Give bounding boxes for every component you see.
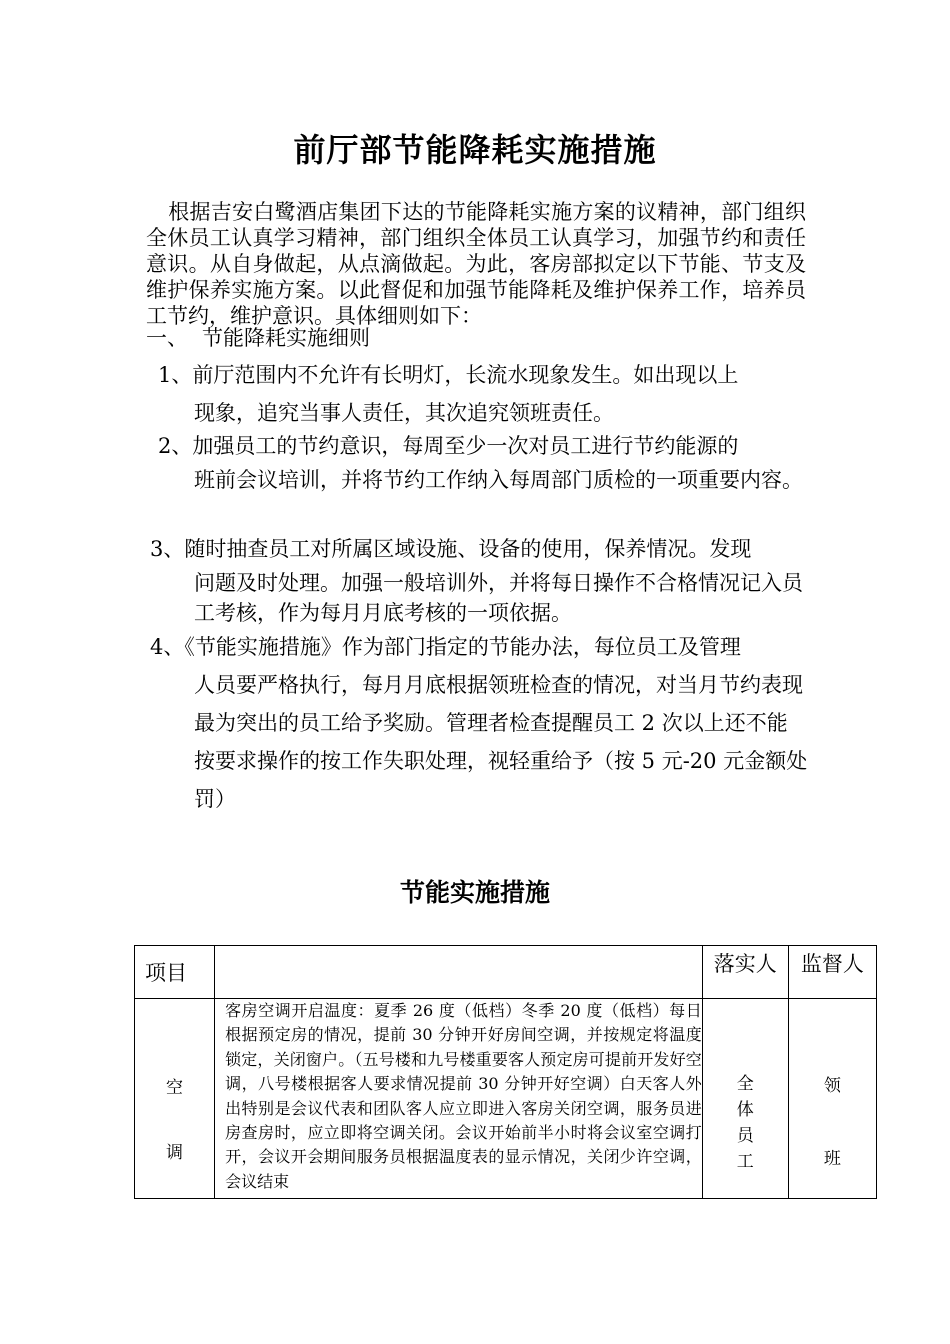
row-executor <box>702 999 788 1199</box>
executor-char: 体 <box>736 1100 754 1120</box>
intro-text: 根据吉安白鹭酒店集团下达的节能降耗实施方案的议精神，部门组织全休员工认真学习精神，部门组织全体员工认真学习，加强节约和责任意识。从自身做起，从点滴做起。为此，客房部拟定以下节能、节支及维护保养实施方案。以此督促和加强节能降耗及维护保养工作，培养员工节约，维护意识。具体细则如下： <box>146 200 806 328</box>
list-item-first-line: 3、随时抽查员工对所属区域设施、设备的使用，保养情况。发现 <box>150 537 752 561</box>
list-item <box>158 427 808 495</box>
section-number: 一、 <box>146 326 188 350</box>
document-title: 前厅部节能降耗实施措施 <box>293 131 657 169</box>
row-category-char: 空 <box>166 1078 184 1098</box>
list-item <box>158 356 808 432</box>
list-item-continuation: 班前会议培训，并将节约工作纳入每周部门质检的一项重要内容。 <box>194 468 803 492</box>
executor-char: 全 <box>736 1074 754 1094</box>
executor-char: 员 <box>736 1126 754 1146</box>
table-title: 节能实施措施 <box>399 878 550 907</box>
list-item-first-line: 4、《节能实施措施》作为部门指定的节能办法，每位员工及管理 <box>150 635 741 659</box>
row-detail-text: 客房空调开启温度：夏季 26 度（低档）冬季 20 度（低档）每日根据预定房的情况，提前 30 分钟开好房间空调，并按规定将温度锁定，关闭窗户。（五号楼和九号楼重要客人预定房可提前开发好空调，八号楼根据客人要求情况提前 30 分钟开好空调）白天客人外出特别是会议代表和团队客人应立即进入客房关闭空调，服务员进房查房时，应立即将空调关闭。会议开始前半小时将会议室空调打开，会议开会期间服务员根据温度表的显示情况，关闭少许空调，会议结束 <box>225 1001 702 1191</box>
list-item-first-line: 2、加强员工的节约意识，每周至少一次对员工进行节约能源的 <box>158 434 739 458</box>
header-supervisor: 监督人 <box>788 946 876 999</box>
measures-table <box>134 945 877 1199</box>
header-executor: 落实人 <box>702 946 788 999</box>
list-item-continuation: 现象，追究当事人责任，其次追究领班责任。 <box>194 401 614 425</box>
section-label: 节能降耗实施细则 <box>202 326 370 350</box>
list-item <box>150 628 808 818</box>
list-item <box>150 530 808 628</box>
list-item-first-line: 1、前厅范围内不允许有长明灯，长流水现象发生。如出现以上 <box>158 363 739 387</box>
supervisor-char: 班 <box>823 1149 841 1169</box>
list-item-continuation: 人员要严格执行，每月月底根据领班检查的情况，对当月节约表现最为突出的员工给予奖励。管理者检查提醒员工 2 次以上还不能按要求操作的按工作失职处理，视轻重给予（按 5 元-20 元金额处罚） <box>194 673 808 811</box>
row-category-char: 调 <box>166 1143 184 1163</box>
row-category <box>135 999 215 1199</box>
intro-paragraph <box>146 199 806 329</box>
header-item: 项目 <box>135 946 215 999</box>
header-detail <box>215 946 703 999</box>
section-heading <box>146 325 370 351</box>
table-header-row <box>135 946 877 999</box>
row-supervisor <box>788 999 876 1199</box>
row-detail <box>215 999 703 1199</box>
supervisor-char: 领 <box>823 1076 841 1096</box>
table-row <box>135 999 877 1199</box>
list-item-continuation: 问题及时处理。加强一般培训外，并将每日操作不合格情况记入员工考核，作为每月月底考核的一项依据。 <box>194 571 803 625</box>
executor-char: 工 <box>736 1152 754 1172</box>
